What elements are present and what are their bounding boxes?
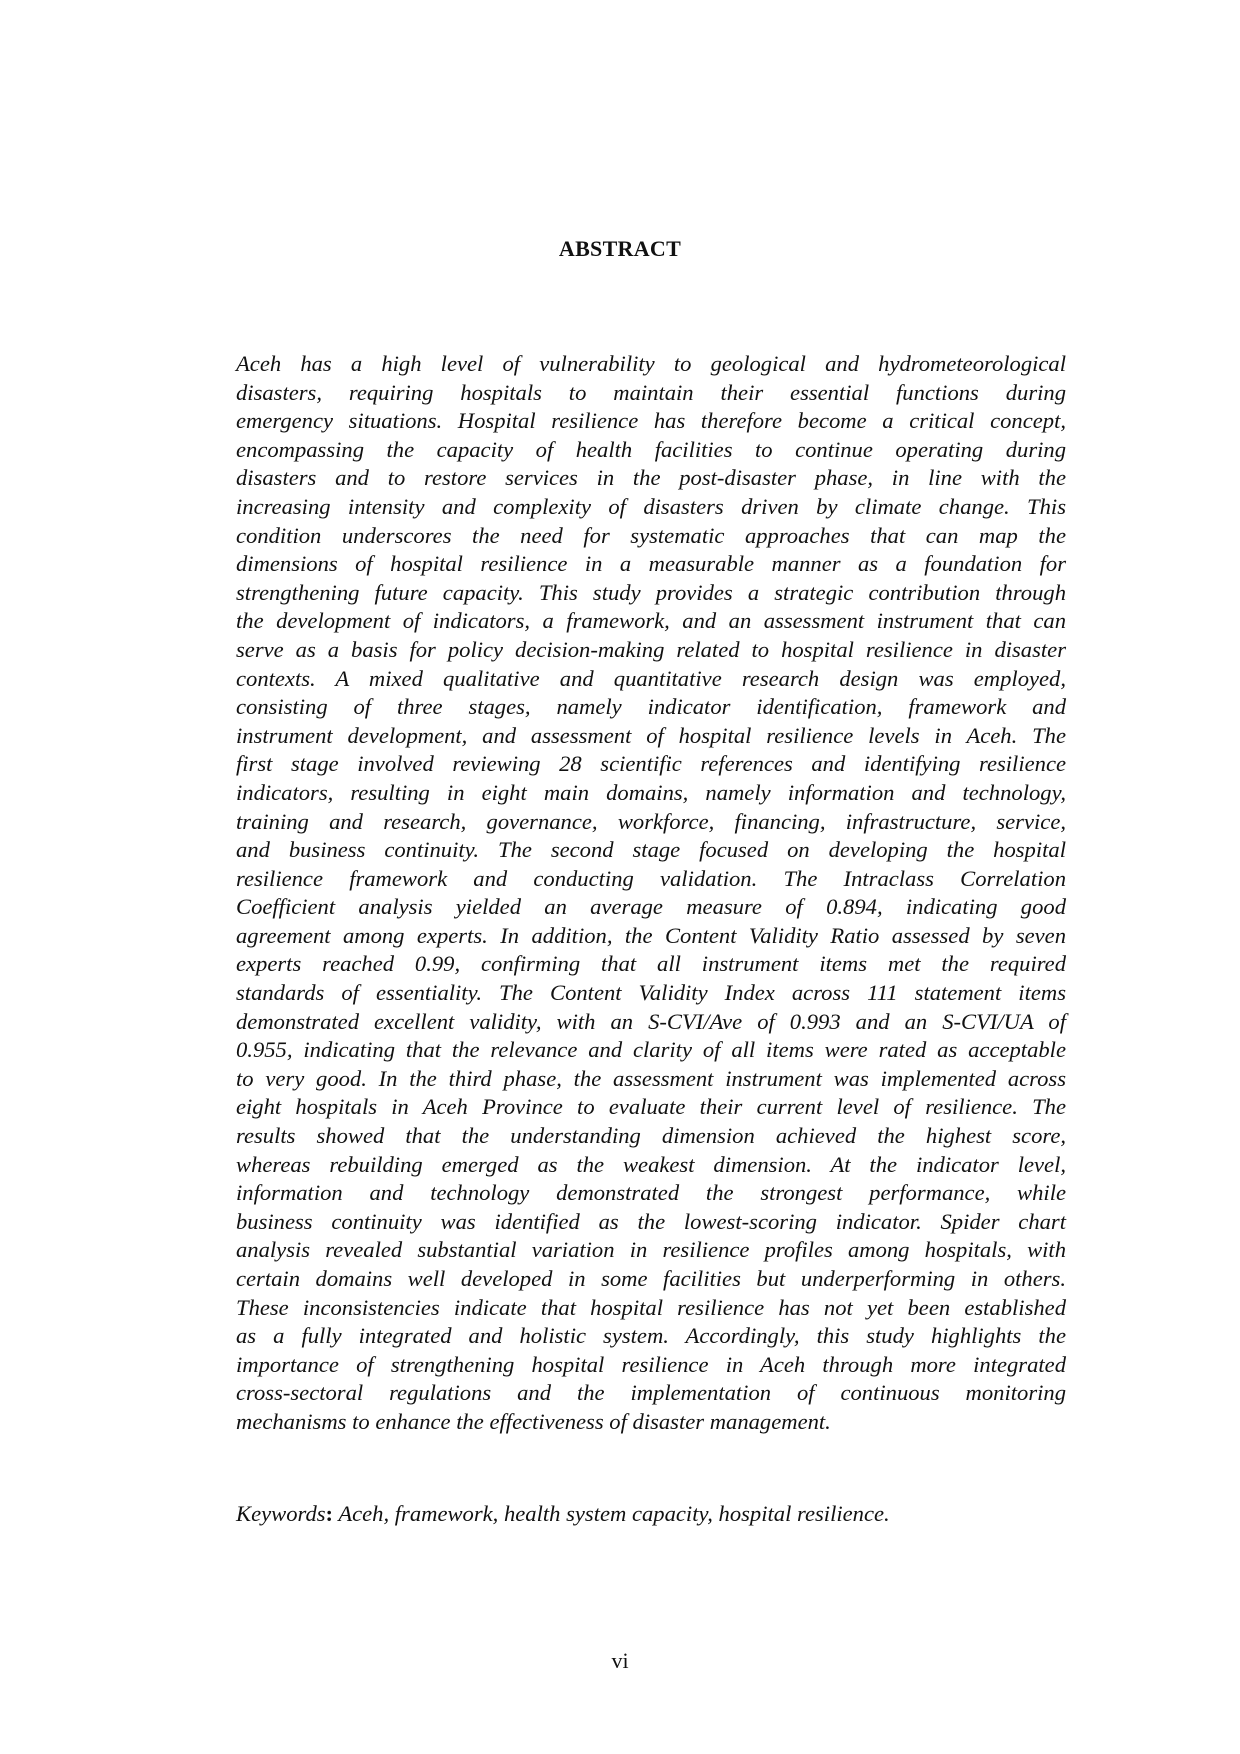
abstract-line: eight hospitals in Aceh Province to evaluate their current level of resilience. The — [236, 1094, 1066, 1120]
abstract-line: serve as a basis for policy decision-making related to hospital resilience in disaster — [236, 636, 1066, 662]
abstract-line: 0.955, indicating that the relevance and clarity of all items were rated as acceptable — [236, 1037, 1066, 1063]
abstract-line: mechanisms to enhance the effectiveness of disaster management. — [236, 1408, 831, 1434]
abstract-line: certain domains well developed in some facilities but underperforming in others. — [236, 1266, 1066, 1291]
abstract-line: disasters, requiring hospitals to maintain their essential functions during — [236, 379, 1066, 405]
abstract-line: increasing intensity and complexity of disasters driven by climate change. This — [236, 493, 1066, 519]
keywords-text: Aceh, framework, health system capacity, hospital resilience. — [333, 1501, 890, 1526]
keywords-line — [236, 1500, 1066, 1528]
abstract-line: to very good. In the third phase, the assessment instrument was implemented across — [236, 1065, 1066, 1091]
abstract-line: analysis revealed substantial variation in resilience profiles among hospitals, with — [236, 1237, 1066, 1263]
abstract-line: whereas rebuilding emerged as the weakest dimension. At the indicator level, — [236, 1151, 1066, 1177]
abstract-line: These inconsistencies indicate that hospital resilience has not yet been established — [236, 1294, 1066, 1320]
abstract-line: first stage involved reviewing 28 scientific references and identifying resilience — [236, 751, 1066, 777]
abstract-line: training and research, governance, workforce, financing, infrastructure, service, — [236, 808, 1066, 834]
keywords-colon: : — [325, 1501, 334, 1526]
abstract-line: Aceh has a high level of vulnerability to geological and hydrometeorological — [236, 351, 1066, 376]
abstract-line: encompassing the capacity of health facilities to continue operating during — [236, 436, 1066, 462]
abstract-line: Coefficient analysis yielded an average measure of 0.894, indicating good — [236, 894, 1066, 920]
abstract-line: agreement among experts. In addition, the Content Validity Ratio assessed by seven — [236, 922, 1066, 948]
abstract-line: strengthening future capacity. This study provides a strategic contribution through — [236, 579, 1066, 605]
abstract-body — [236, 350, 1066, 1437]
abstract-line: experts reached 0.99, confirming that all instrument items met the required — [236, 951, 1066, 977]
abstract-line: emergency situations. Hospital resilience has therefore become a critical concept, — [236, 408, 1066, 434]
abstract-line: indicators, resulting in eight main domains, namely information and technology, — [236, 779, 1066, 805]
abstract-line: contexts. A mixed qualitative and quantitative research design was employed, — [236, 665, 1066, 691]
abstract-line: the development of indicators, a framework, and an assessment instrument that can — [236, 608, 1066, 634]
abstract-line: importance of strengthening hospital resilience in Aceh through more integrated — [236, 1351, 1066, 1377]
abstract-line: results showed that the understanding dimension achieved the highest score, — [236, 1123, 1066, 1149]
page-number: vi — [611, 1648, 629, 1673]
abstract-line: cross-sectoral regulations and the implementation of continuous monitoring — [236, 1380, 1066, 1406]
keywords-label: Keywords — [236, 1501, 326, 1526]
abstract-line: as a fully integrated and holistic system. Accordingly, this study highlights the — [236, 1323, 1066, 1349]
abstract-line: business continuity was identified as the lowest-scoring indicator. Spider chart — [236, 1208, 1066, 1234]
abstract-heading: ABSTRACT — [558, 236, 682, 261]
abstract-line: standards of essentiality. The Content Validity Index across 111 statement items — [236, 980, 1066, 1006]
abstract-line: and business continuity. The second stage focused on developing the hospital — [236, 837, 1066, 863]
abstract-line: instrument development, and assessment of hospital resilience levels in Aceh. The — [236, 722, 1066, 748]
abstract-line: information and technology demonstrated the strongest performance, while — [236, 1180, 1066, 1206]
abstract-line: resilience framework and conducting validation. The Intraclass Correlation — [236, 865, 1066, 891]
abstract-line: disasters and to restore services in the post-disaster phase, in line with the — [236, 465, 1066, 491]
abstract-line: condition underscores the need for systematic approaches that can map the — [236, 522, 1066, 548]
abstract-line: dimensions of hospital resilience in a measurable manner as a foundation for — [236, 551, 1066, 577]
abstract-line: demonstrated excellent validity, with an S-CVI/Ave of 0.993 and an S-CVI/UA of — [236, 1008, 1066, 1034]
abstract-line: consisting of three stages, namely indicator identification, framework and — [236, 694, 1066, 720]
